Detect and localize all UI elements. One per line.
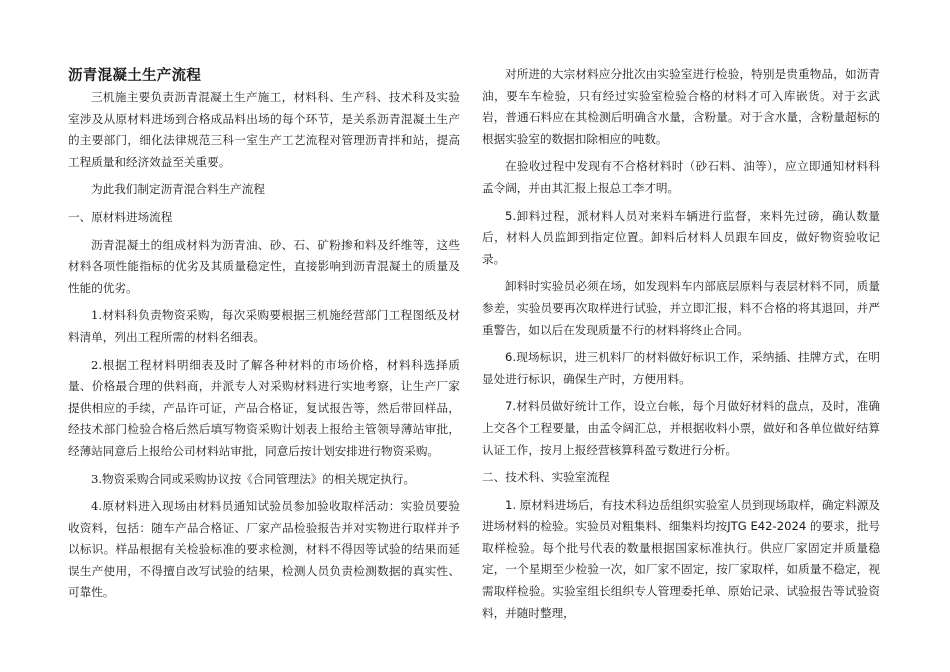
- right-column: [482, 64, 880, 624]
- intro-statement: 为此我们制定沥青混合料生产流程: [91, 182, 265, 197]
- step-2-paragraph: 2.根据工程材料明细表及时了解各种材料的市场价格，材料科选择质量、价格最合理的供料商，并派专人对采购材料进行实地考察，让生产厂家提供相应的手续，产品许可证，产品合格证，复试报告等，然后带回样品，经技术部门检验合格后然后填写物资采购计划表上报给主管领导薄站审批，经薄站同意后上报给公司材料站审批，同意后按计划安排进行物资采购。: [68, 357, 460, 458]
- lab-step-1-text-b: 的要求，批号取样检验。每个批号代表的数量根据国家标准执行。供应厂家固定并质量稳定，一个星期至少检验一次，如厂家不固定，按厂家取样，如质量不稳定，视需取样检验。实验室组长组织专人管理委托单、原始记录、试验报告等试验资料，并随时整理，: [482, 519, 880, 620]
- standard-code: JTG E42-2024: [727, 519, 807, 534]
- intro-paragraph: 三机施主要负责沥青混凝土生产施工，材料科、生产科、技术科及实验室涉及从原材料进场到合格成品料出场的每个环节，是关系沥青混凝土生产的主要部门，细化法律规范三科一室生产工艺流程对管理沥青拌和站，提高工程质量和经济效益至关重要。: [68, 90, 460, 169]
- document-title: 沥青混凝土生产流程: [68, 68, 202, 84]
- bulk-material-paragraph: 对所进的大宗材料应分批次由实验室进行检验，特别是贵重物品，如沥青油，要车车检验，只有经过实验室检验合格的材料才可入库嵌货。对于玄武岩，普通石料应在其检测后明确含水量，含粉量。对于含水量，含粉量超标的根据实验室的数据扣除相应的吨数。: [482, 67, 880, 146]
- step-6-paragraph: [482, 347, 880, 390]
- left-column: [68, 87, 460, 604]
- step-5-number: 5.: [505, 208, 517, 223]
- step-7-number: 7.: [505, 399, 517, 414]
- lab-step-1-text-a: 原材料进场后，有技术科边岳组织实验室人员到现场取样，确定料源及进场材料的检验。实验员对粗集料、细集料均按: [482, 497, 880, 534]
- step-5-paragraph: [482, 206, 880, 271]
- unloading-inspection-paragraph: 卸料时实验员必须在场，如发现料车内部底层原料与表层材料不同，质量参差，实验员要再次取样进行试验，并立即汇报，料不合格的将其退回，并严重警告，如以后在发现质量不行的材料将终止合同。: [482, 279, 880, 337]
- materials-composition-paragraph: 沥青混凝土的组成材料为沥青油、砂、石、矿粉掺和料及纤维等，这些材料各项性能指标的优劣及其质量稳定性，直接影响到沥青混凝土的质量及性能的优劣。: [68, 237, 460, 295]
- step-1-paragraph: 1.材料科负责物资采购，每次采购要根据三机施经营部门工程图纸及材料清单，列出工程所需的材料名细表。: [68, 308, 460, 344]
- step-3-paragraph: 3.物资采购合同或采购协议按《合同管理法》的相关规定执行。: [91, 471, 416, 486]
- step-7-text: 材料员做好统计工作，设立台帐，每个月做好材料的盘点，及时，准确上交各个工程要量，由孟令阔汇总，并根据收料小票，做好和各单位做好结算认证工作，按月上报经营核算科盈亏数进行分析。: [482, 399, 880, 457]
- lab-step-1-paragraph: [482, 495, 880, 625]
- step-4-paragraph: 4.原材料进入现场由材料员通知试验员参加验收取样活动：实验员要验收资料，包括：随车产品合格证、厂家产品检验报告并对实物进行取样并予以标识。样品根据有关检验标准的要求检测，材料不得因等试验的结果而延误生产使用，不得擅自改写试验的结果，检测人员负责检测数据的真实性、可靠性。: [68, 499, 460, 600]
- step-7-paragraph: [482, 396, 880, 461]
- step-5-text: 卸料过程，派材料人员对来料车辆进行监督，来料先过磅，确认数量后，材料人员监卸到指定位置。卸料后材料人员跟车回皮，做好物资验收记录。: [482, 208, 880, 266]
- nonconforming-paragraph: 在验收过程中发现有不合格材料时（砂石料、油等），应立即通知材料科孟令阔，并由其汇报上报总工李才明。: [482, 159, 880, 195]
- step-6-number: 6.: [505, 350, 517, 365]
- section-heading-lab: 二、技术科、实验室流程: [482, 470, 610, 485]
- lab-step-1-number: 1.: [505, 497, 517, 512]
- section-heading-materials: 一、原材料进场流程: [68, 209, 173, 224]
- step-6-text: 现场标识，进三机料厂的材料做好标识工作，采纳插、挂牌方式，在明显处进行标识，确保生产时，方便用料。: [482, 350, 880, 386]
